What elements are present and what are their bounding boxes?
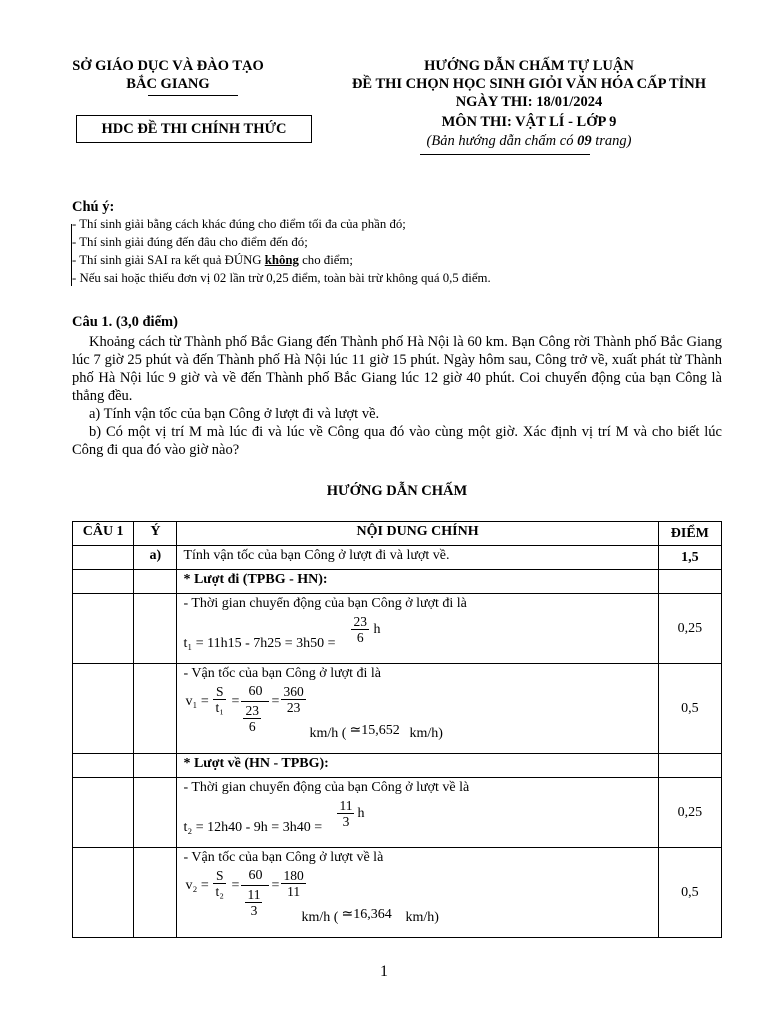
province-name: BẮC GIANG: [126, 76, 210, 92]
go-velocity-s-over-t: $\frac{S}{\text{t₁}}$: [215, 684, 224, 715]
doc-title: HƯỚNG DẪN CHẤM TỰ LUẬN: [424, 58, 634, 74]
back-velocity-unit: km/h (: [301, 910, 339, 925]
header-question: CÂU 1: [73, 522, 134, 546]
go-velocity-lhs: v₁ =: [185, 694, 209, 709]
go-time-score: 0,25: [658, 594, 721, 664]
question-part-a: a) Tính vận tốc của bạn Công ở lượt đi và lượt về.: [89, 406, 380, 422]
go-velocity-inner-fraction: $\frac{23}{6}$: [245, 703, 259, 734]
province-underline: [148, 95, 238, 96]
exam-title: ĐỀ THI CHỌN HỌC SINH GIỎI VĂN HÓA CẤP TỈNH: [351, 76, 707, 92]
back-time-text: - Thời gian chuyển động của bạn Công ở lượt về là: [183, 780, 470, 795]
go-time-text: - Thời gian chuyển động của bạn Công ở lượt đi là: [183, 596, 467, 611]
note-item-4: - Nếu sai hoặc thiếu đơn vị 02 lần trừ 0,25 điểm, toàn bài trừ không quá 0,5 điểm.: [72, 271, 491, 285]
note-item-2: - Thí sinh giải đúng đến đâu cho điểm đến đó;: [72, 235, 308, 249]
go-time-fraction: $\frac{23}{6}$: [353, 614, 367, 645]
grading-table: [72, 521, 722, 938]
note-item-3-pre: - Thí sinh giải SAI ra kết quả ĐÚNG: [72, 253, 265, 267]
exam-date: NGÀY THI: 18/01/2024: [455, 94, 603, 110]
back-velocity-num60: 60: [248, 868, 263, 883]
back-velocity-inner-fraction: $\frac{11}{3}$: [247, 887, 261, 918]
question-body: Khoảng cách từ Thành phố Bắc Giang đến Thành phố Hà Nội là 60 km. Bạn Công rời Thành phố Bắc Giang lúc 7 giờ 25 phút và đến Thành phố Hà Nội lúc 11 giờ 15 phút. Ngày hôm sau, Công trở về, xuất phát từ Thành phố Hà Nội lúc 9 giờ và về đến Thành phố Bắc Giang lúc 12 giờ 40 phút. Coi chuyển động của bạn Công là thẳng đều.: [72, 334, 722, 404]
back-velocity-unit-close: km/h): [405, 910, 439, 925]
section-back: * Lượt về (HN - TPBG):: [177, 754, 658, 778]
back-velocity-s-over-t: $\frac{S}{\text{t₂}}$: [215, 868, 224, 899]
pages-note-underline: [420, 154, 590, 155]
note-item-1: - Thí sinh giải bằng cách khác đúng cho điểm tối đa của phần đó;: [72, 217, 406, 231]
go-time-unit: h: [373, 622, 381, 637]
exam-subject: MÔN THI: VẬT LÍ - LỚP 9: [441, 114, 617, 130]
department-name: SỞ GIÁO DỤC VÀ ĐÀO TẠO: [72, 58, 264, 74]
back-velocity-text: - Vận tốc của bạn Công ở lượt về là: [183, 850, 384, 865]
go-velocity-unit-close: km/h): [409, 726, 443, 741]
back-time-formula: t₂ = 12h40 - 9h = 3h40 =: [183, 820, 323, 835]
pages-count: 09: [577, 133, 592, 149]
go-velocity-num60: 60: [248, 684, 263, 699]
back-velocity-approx: ≃16,364: [341, 907, 392, 922]
notes-title: Chú ý:: [72, 199, 115, 215]
item-text: Tính vận tốc của bạn Công ở lượt đi và lượt về.: [177, 546, 658, 570]
header-item: Ý: [134, 522, 177, 546]
official-exam-box: HDC ĐỀ THI CHÍNH THỨC: [76, 115, 312, 143]
pages-note-post: trang): [591, 133, 632, 149]
table-row: [73, 594, 722, 664]
back-time-unit: h: [357, 806, 365, 821]
table-row: [73, 754, 722, 778]
note-item-3-emphasis: không: [264, 253, 299, 267]
back-velocity-score: 0,5: [658, 848, 721, 938]
go-time-formula: t₁ = 11h15 - 7h25 = 3h50 =: [183, 636, 336, 651]
pages-note: [318, 133, 740, 150]
back-time-fraction: $\frac{11}{3}$: [339, 798, 353, 829]
back-time-score: 0,25: [658, 778, 721, 848]
question-title: Câu 1. (3,0 điểm): [72, 314, 178, 330]
pages-note-pre: (Bản hướng dẫn chấm có: [426, 133, 578, 149]
go-velocity-unit: km/h (: [309, 726, 347, 741]
item-score: 1,5: [658, 546, 721, 570]
item-label: a): [134, 546, 177, 570]
back-velocity-result: $\frac{180}{11}$: [283, 868, 304, 899]
table-row: [73, 546, 722, 570]
note-item-3-post: cho điểm;: [298, 253, 353, 267]
table-row: [73, 778, 722, 848]
back-velocity-lhs: v₂ =: [185, 878, 209, 893]
header-content: NỘI DUNG CHÍNH: [177, 522, 658, 546]
go-velocity-score: 0,5: [658, 664, 721, 754]
go-velocity-text: - Vận tốc của bạn Công ở lượt đi là: [183, 666, 381, 681]
go-velocity-result: $\frac{360}{23}$: [283, 684, 304, 715]
table-row: - Vận tốc của bạn Công ở lượt về là v₂ = $\frac{S}{\text{t₂}}$ = 60 $\frac{11}{3}$ = $\frac{180}{11}$ km/h ( ≃16,364 km/h) 0,5: [73, 848, 722, 938]
section-go: * Lượt đi (TPBG - HN):: [177, 570, 658, 594]
table-header-row: [73, 522, 722, 546]
table-row: [73, 570, 722, 594]
table-row: - Vận tốc của bạn Công ở lượt đi là v₁ = $\frac{S}{\text{t₁}}$ = 60 $\frac{23}{6}$ = $\frac{360}{23}$ km/h ( ≃15,652 km/h) 0,5: [73, 664, 722, 754]
go-velocity-approx: ≃15,652: [349, 723, 400, 738]
page-number: 1: [380, 963, 388, 980]
header-score: ĐIỂM: [658, 522, 721, 546]
guide-title: HƯỚNG DẪN CHẤM: [326, 483, 468, 499]
note-item-3: [72, 253, 353, 268]
question-part-b: b) Có một vị trí M mà lúc đi và lúc về Công qua đó vào cùng một giờ. Xác định vị trí M và cho biết lúc Công đi qua đó vào giờ nào?: [72, 424, 722, 458]
